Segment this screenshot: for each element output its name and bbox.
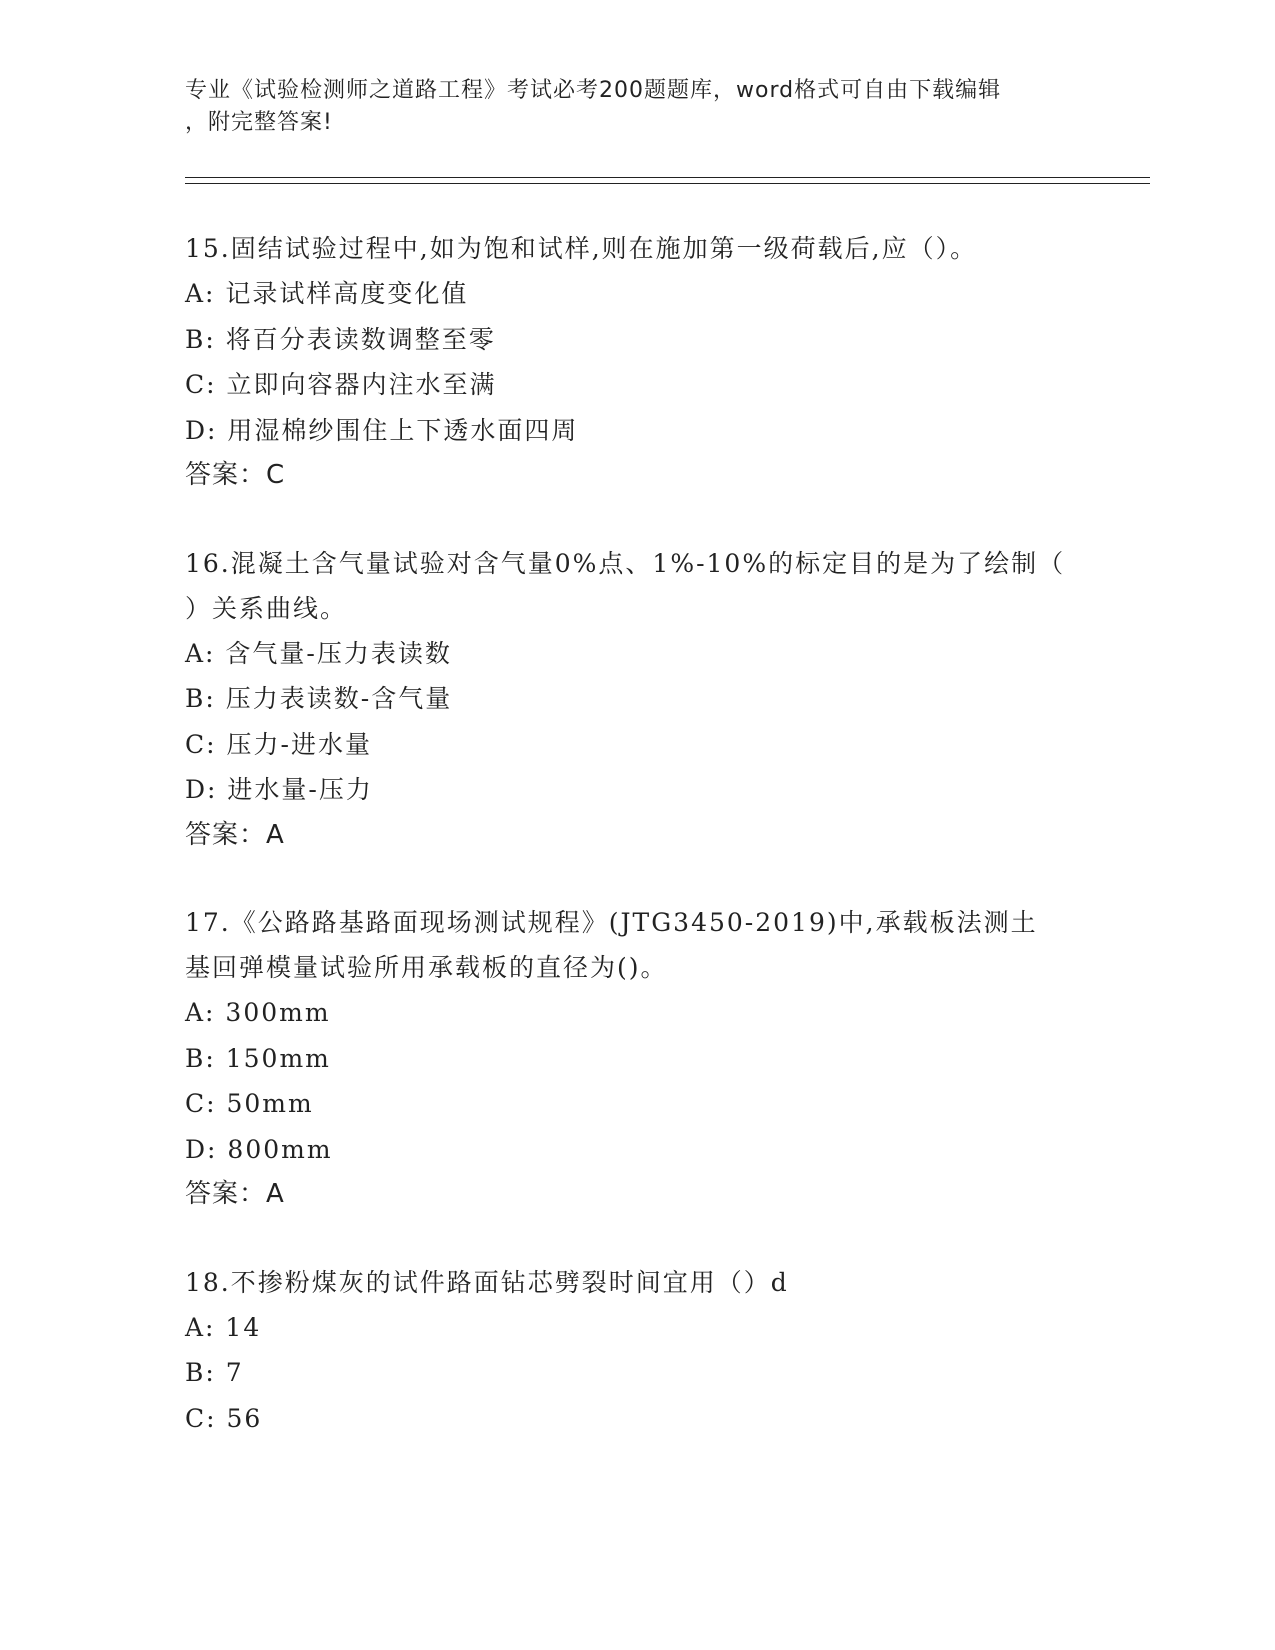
option-c: C: 56: [185, 1403, 263, 1433]
option-a: A: 含气量-压力表读数: [185, 638, 452, 668]
option-a: A: 记录试样高度变化值: [185, 279, 469, 308]
question-stem-line: 17.《公路路基路面现场测试规程》(JTG3450-2019)中,承载板法测土: [185, 908, 1038, 937]
question-16: [185, 541, 1085, 859]
question-17: [185, 900, 1085, 1218]
header-line-2: ，附完整答案!: [185, 110, 333, 135]
header-divider-bottom: [185, 183, 1150, 184]
option-c: C: 压力-进水量: [185, 729, 372, 759]
question-stem-line: 18.不掺粉煤灰的试件路面钻芯劈裂时间宜用（）d: [185, 1267, 789, 1297]
question-stem-line: 16.混凝土含气量试验对含气量0%点、1%-10%的标定目的是为了绘制（: [185, 548, 1066, 578]
question-stem: [185, 541, 1085, 631]
question-stem-line: ）关系曲线。: [185, 593, 348, 623]
header-divider-top: [185, 177, 1150, 178]
header-line-1: 专业《试验检测师之道路工程》考试必考200题题库，word格式可自由下载编辑: [185, 78, 1002, 103]
option-c: C: 立即向容器内注水至满: [185, 370, 497, 399]
answer: 答案：A: [185, 819, 285, 850]
question-list: [185, 226, 1085, 1483]
question-stem-line: 基回弹模量试验所用承载板的直径为()。: [185, 953, 668, 982]
question-18: [185, 1260, 1085, 1442]
option-a: A: 300mm: [185, 998, 331, 1027]
option-b: B: 压力表读数-含气量: [185, 684, 453, 713]
question-stem-line: 15.固结试验过程中,如为饱和试样,则在施加第一级荷载后,应（）。: [185, 234, 978, 263]
option-d: D: 进水量-压力: [185, 775, 373, 804]
question-15: [185, 226, 1085, 499]
option-b: B: 将百分表读数调整至零: [185, 324, 496, 354]
option-d: D: 用湿棉纱围住上下透水面四周: [185, 415, 579, 445]
document-header: [185, 75, 1065, 139]
option-c: C: 50mm: [185, 1089, 314, 1118]
option-d: D: 800mm: [185, 1134, 333, 1164]
option-a: A: 14: [185, 1312, 262, 1342]
answer: 答案：A: [185, 1179, 285, 1209]
question-stem: [185, 1260, 1085, 1305]
question-stem: [185, 900, 1085, 990]
option-b: B: 150mm: [185, 1043, 331, 1073]
question-stem: [185, 226, 1085, 271]
answer: 答案：C: [185, 460, 286, 490]
option-b: B: 7: [185, 1358, 244, 1387]
